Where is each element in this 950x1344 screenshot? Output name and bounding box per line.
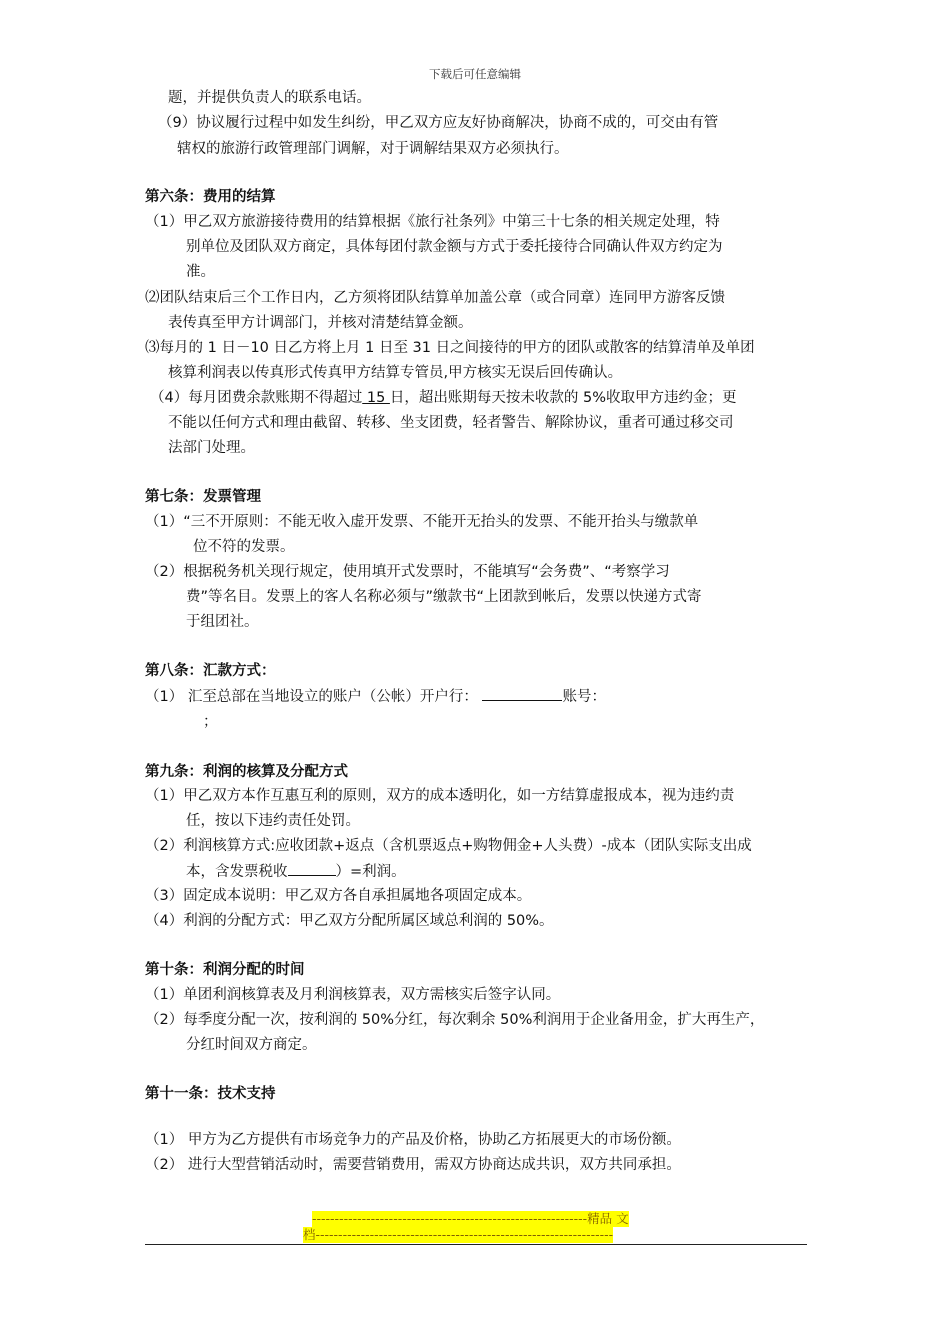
- text-line: （1）甲乙双方本作互惠互利的原则，双方的成本透明化，如一方结算虚报成本，视为违约责: [145, 788, 735, 804]
- tax-blank: [288, 861, 336, 876]
- section-heading-10: 第十条：利润分配的时间: [145, 962, 305, 978]
- text-line: [150, 388, 737, 408]
- bank-blank: [482, 686, 562, 701]
- text-line: 任，按以下违约责任处罚。: [186, 813, 360, 829]
- text-line: [145, 686, 606, 707]
- footer-watermark-line: 档------------------------------------------------------------------: [303, 1227, 614, 1242]
- text-line: 费”等名目。发票上的客人名称必须与”缴款书“上团款到帐后，发票以快递方式寄: [186, 589, 702, 605]
- text-line: 分红时间双方商定。: [186, 1037, 317, 1053]
- section-heading-8: 第八条：汇款方式：: [145, 663, 276, 679]
- text-line: 不能以任何方式和理由截留、转移、坐支团费，轻者警告、解除协议，重者可通过移交司: [168, 415, 734, 431]
- text-line: 别单位及团队双方商定，具体每团付款金额与方式于委托接待合同确认件双方约定为: [186, 239, 723, 255]
- text-line: （2） 进行大型营销活动时，需要营销费用，需双方协商达成共识，双方共同承担。: [145, 1157, 681, 1173]
- text-line: [186, 861, 406, 882]
- text-line: ⑶每月的 1 日－10 日乙方将上月 1 日至 31 日之间接待的甲方的团队或散客的结算清单及单团: [145, 340, 755, 356]
- text-segment: ）=利润。: [335, 864, 406, 880]
- section-heading-7: 第七条：发票管理: [145, 489, 261, 505]
- text-line: （2）利润核算方式:应收团款+返点（含机票返点+购物佣金+人头费）-成本（团队实际支出成: [145, 838, 752, 854]
- text-line: ⑵团队结束后三个工作日内，乙方须将团队结算单加盖公章（或合同章）连同甲方游客反馈: [145, 290, 725, 306]
- text-segment: 日，超出账期每天按未收款的 5%收取甲方违约金；更: [389, 390, 737, 406]
- footer-watermark-line: -------------------------------------------------------------精品 文: [312, 1211, 629, 1226]
- text-line: （1）甲乙双方旅游接待费用的结算根据《旅行社条列》中第三十七条的相关规定处理，特: [145, 214, 720, 230]
- text-segment: （1） 汇至总部在当地设立的账户（公帐）开户行：: [145, 689, 478, 705]
- text-line: （2）每季度分配一次，按利润的 50%分红，每次剩余 50%利润用于企业备用金，扩大再生产，: [145, 1012, 765, 1028]
- page-header: 下载后可任意编辑: [429, 67, 521, 81]
- text-line: 表传真至甲方计调部门，并核对清楚结算金额。: [168, 315, 473, 331]
- footer-rule: [145, 1244, 807, 1245]
- text-segment: 账号：: [562, 689, 606, 705]
- text-line: 核算利润表以传真形式传真甲方结算专管员,甲方核实无误后回传确认。: [168, 365, 623, 381]
- text-line: 准。: [186, 264, 215, 280]
- section-heading-11: 第十一条：技术支持: [145, 1086, 276, 1102]
- text-line: （1） 甲方为乙方提供有市场竞争力的产品及价格，协助乙方拓展更大的市场份额。: [145, 1132, 681, 1148]
- text-line: （2）根据税务机关现行规定，使用填开式发票时，不能填写“会务费”、“考察学习: [145, 564, 670, 580]
- text-line: 题，并提供负责人的联系电话。: [168, 90, 371, 106]
- text-line: 于组团社。: [186, 614, 259, 630]
- text-segment: 本，含发票税收: [186, 864, 288, 880]
- text-segment: （4）每月团费余款账期不得超过: [150, 390, 363, 406]
- text-line: （4）利润的分配方式：甲乙双方分配所属区域总利润的 50%。: [145, 913, 554, 929]
- section-heading-6: 第六条：费用的结算: [145, 189, 276, 205]
- text-line: （1）单团利润核算表及月利润核算表，双方需核实后签字认同。: [145, 987, 561, 1003]
- text-line: （1）“三不开原则：不能无收入虚开发票、不能开无抬头的发票、不能开抬头与缴款单: [145, 514, 699, 530]
- text-line: 位不符的发票。: [193, 539, 295, 555]
- text-line: 法部门处理。: [168, 440, 255, 456]
- text-line: （9）协议履行过程中如发生纠纷，甲乙双方应友好协商解决，协商不成的，可交由有管: [158, 115, 719, 131]
- text-line: ；: [203, 714, 218, 730]
- section-heading-9: 第九条：利润的核算及分配方式: [145, 764, 348, 780]
- text-line: （3）固定成本说明：甲乙双方各自承担属地各项固定成本。: [145, 888, 532, 904]
- underlined-days-value: 15: [362, 390, 390, 406]
- text-line: 辖权的旅游行政管理部门调解，对于调解结果双方必须执行。: [177, 141, 569, 157]
